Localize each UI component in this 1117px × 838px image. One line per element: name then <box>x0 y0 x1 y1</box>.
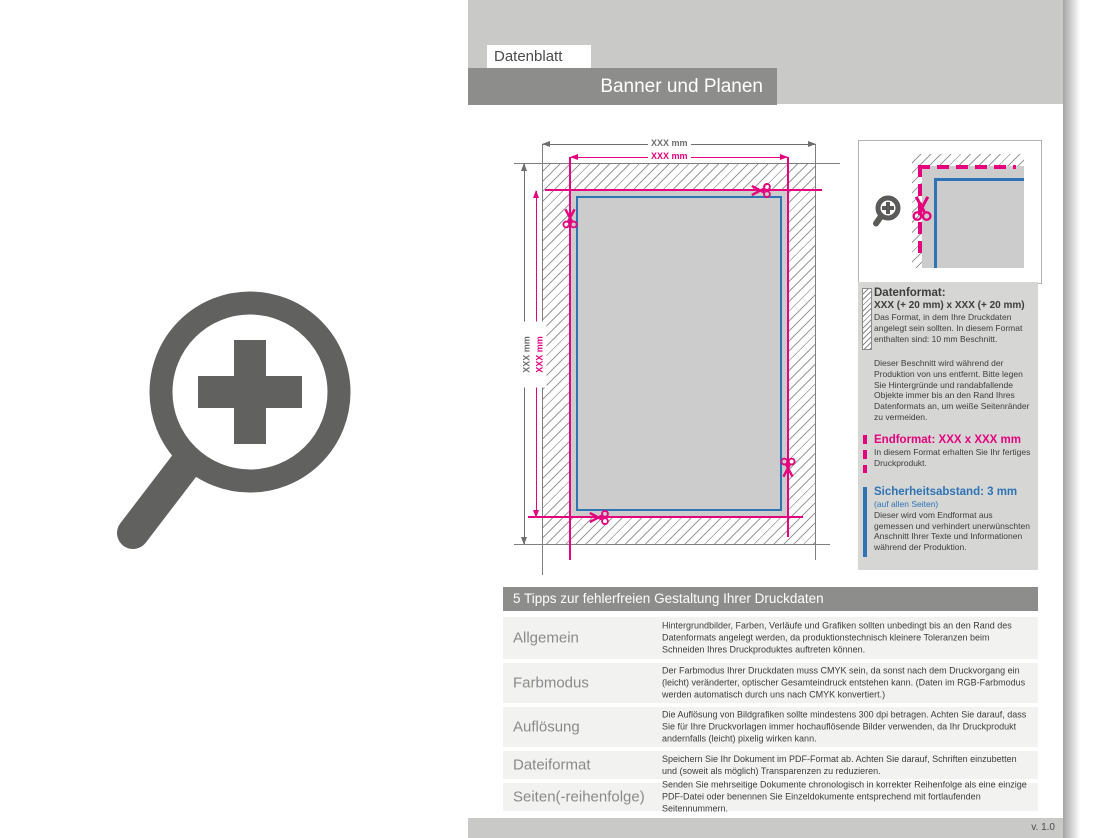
table-row <box>503 779 1038 815</box>
crop-line <box>514 544 830 545</box>
tips-table-heading: 5 Tipps zur fehlerfreien Gestaltung Ihrer Druckdaten <box>503 587 1038 611</box>
row-label: Allgemein <box>513 629 579 647</box>
tab-datenblatt: Datenblatt <box>487 45 591 68</box>
version-bar: v. 1.0 <box>468 818 1063 838</box>
cut-line-swatch <box>863 435 867 473</box>
dim-label-height-outer: XXX mm <box>521 322 534 388</box>
row-label: Seiten(-reihenfolge) <box>513 788 645 806</box>
dim-label-width-outer: XXX mm <box>648 137 691 150</box>
bleed-swatch <box>862 288 872 350</box>
row-text: Speichern Sie Ihr Dokument im PDF-Format ab. Achten Sie darauf, Schriften einzubetten und (soweit als möglich) Transparenzen zu reduzieren. <box>662 753 1017 776</box>
row-text: Senden Sie mehrseitige Dokumente chronologisch in korrekter Reihenfolge als eine einzige PDF-Datei oder benennen Sie Einzeldokumente entsprechend mit fortlaufenden Seitennummern. <box>662 779 1027 815</box>
inset-safety-line <box>934 178 937 268</box>
safety-margin-box <box>576 196 782 511</box>
sicherheitsabstand-heading: Sicherheitsabstand: 3 mm <box>874 486 1018 498</box>
print-area <box>570 190 788 517</box>
dim-label-width-inner: XXX mm <box>648 150 691 163</box>
endformat-block <box>874 434 1032 469</box>
corner-zoom-inset <box>858 140 1042 284</box>
beschnitt-note: Dieser Beschnitt wird während der Produktion von uns entfernt. Bitte legen Sie Hintergründe und randabfallende Objekte immer bis an den Rand Ihres Datenformats an, um weiße Seitenränder zu vermeiden. <box>874 358 1030 422</box>
datenformat-heading: Datenformat: <box>874 287 946 299</box>
table-row <box>503 617 1038 659</box>
inset-cut-line <box>918 165 1016 169</box>
endformat-heading: Endformat: XXX x XXX mm <box>874 434 1021 446</box>
sicherheitsabstand-sub: (auf allen Seiten) <box>874 499 939 509</box>
inset-safety-line <box>934 178 1024 181</box>
scissors-icon <box>913 195 932 223</box>
sicherheitsabstand-body: Dieser wird vom Endformat aus gemessen und verhindert unerwünschten Anschnitt Ihrer Texte und Informationen während der Produktion. <box>874 509 1030 553</box>
table-row <box>503 663 1038 703</box>
page-shadow <box>1063 0 1080 838</box>
format-info-panel <box>858 282 1038 570</box>
cut-line <box>787 157 789 537</box>
page-title: Banner und Planen <box>468 68 777 105</box>
table-row <box>503 751 1038 779</box>
sicherheitsabstand-block <box>874 486 1032 553</box>
crop-line <box>514 163 840 164</box>
row-text: Der Farbmodus Ihrer Druckdaten muss CMYK sein, da sonst nach dem Druckvorgang ein (leicht) veränderter, optischer Gesamteindruck entstehen kann. (Daten im RGB-Farbmodus werden automatisch durch uns nach CMYK konvertiert.) <box>662 665 1026 701</box>
row-label: Farbmodus <box>513 674 589 692</box>
datenformat-block <box>874 287 1032 344</box>
endformat-body: In diesem Format erhalten Sie Ihr fertiges Druckprodukt. <box>874 447 1031 468</box>
datenformat-value: XXX (+ 20 mm) x XXX (+ 20 mm) <box>874 300 1025 311</box>
dim-label-height-inner: XXX mm <box>534 322 547 388</box>
scissors-icon <box>781 457 796 479</box>
table-row <box>503 707 1038 747</box>
bleed-area <box>542 163 815 544</box>
scissors-icon <box>750 183 772 198</box>
cut-line <box>545 189 822 191</box>
zoom-plus-icon <box>100 270 400 580</box>
zoom-plus-icon-small <box>872 194 906 230</box>
safety-line-swatch <box>863 487 867 557</box>
datenformat-body: Das Format, in dem Ihre Druckdaten angelegt sein sollten. In diesem Format enthalten sind: 10 mm Beschnitt. <box>874 312 1023 344</box>
scissors-icon <box>563 208 578 230</box>
inset-print-area <box>922 166 1024 268</box>
scissors-icon <box>588 510 610 525</box>
row-label: Dateiformat <box>513 756 591 774</box>
row-label: Auflösung <box>513 718 580 736</box>
crop-line <box>815 144 816 560</box>
row-text: Die Auflösung von Bildgrafiken sollte mindestens 300 dpi betragen. Achten Sie darauf, dass Sie für Ihre Druckvorlagen immer hochauflösende Bilder verwenden, da Ihr Druckprodukt andernfalls (leicht) pixelig wirken kann. <box>662 709 1027 745</box>
row-text: Hintergrundbilder, Farben, Verläufe und Grafiken sollten unbedingt bis an den Rand des Datenformats angelegt werden, da produktionstechnisch kleinere Toleranzen beim Schneiden Ihres Druckproduktes auftreten können. <box>662 620 1012 656</box>
